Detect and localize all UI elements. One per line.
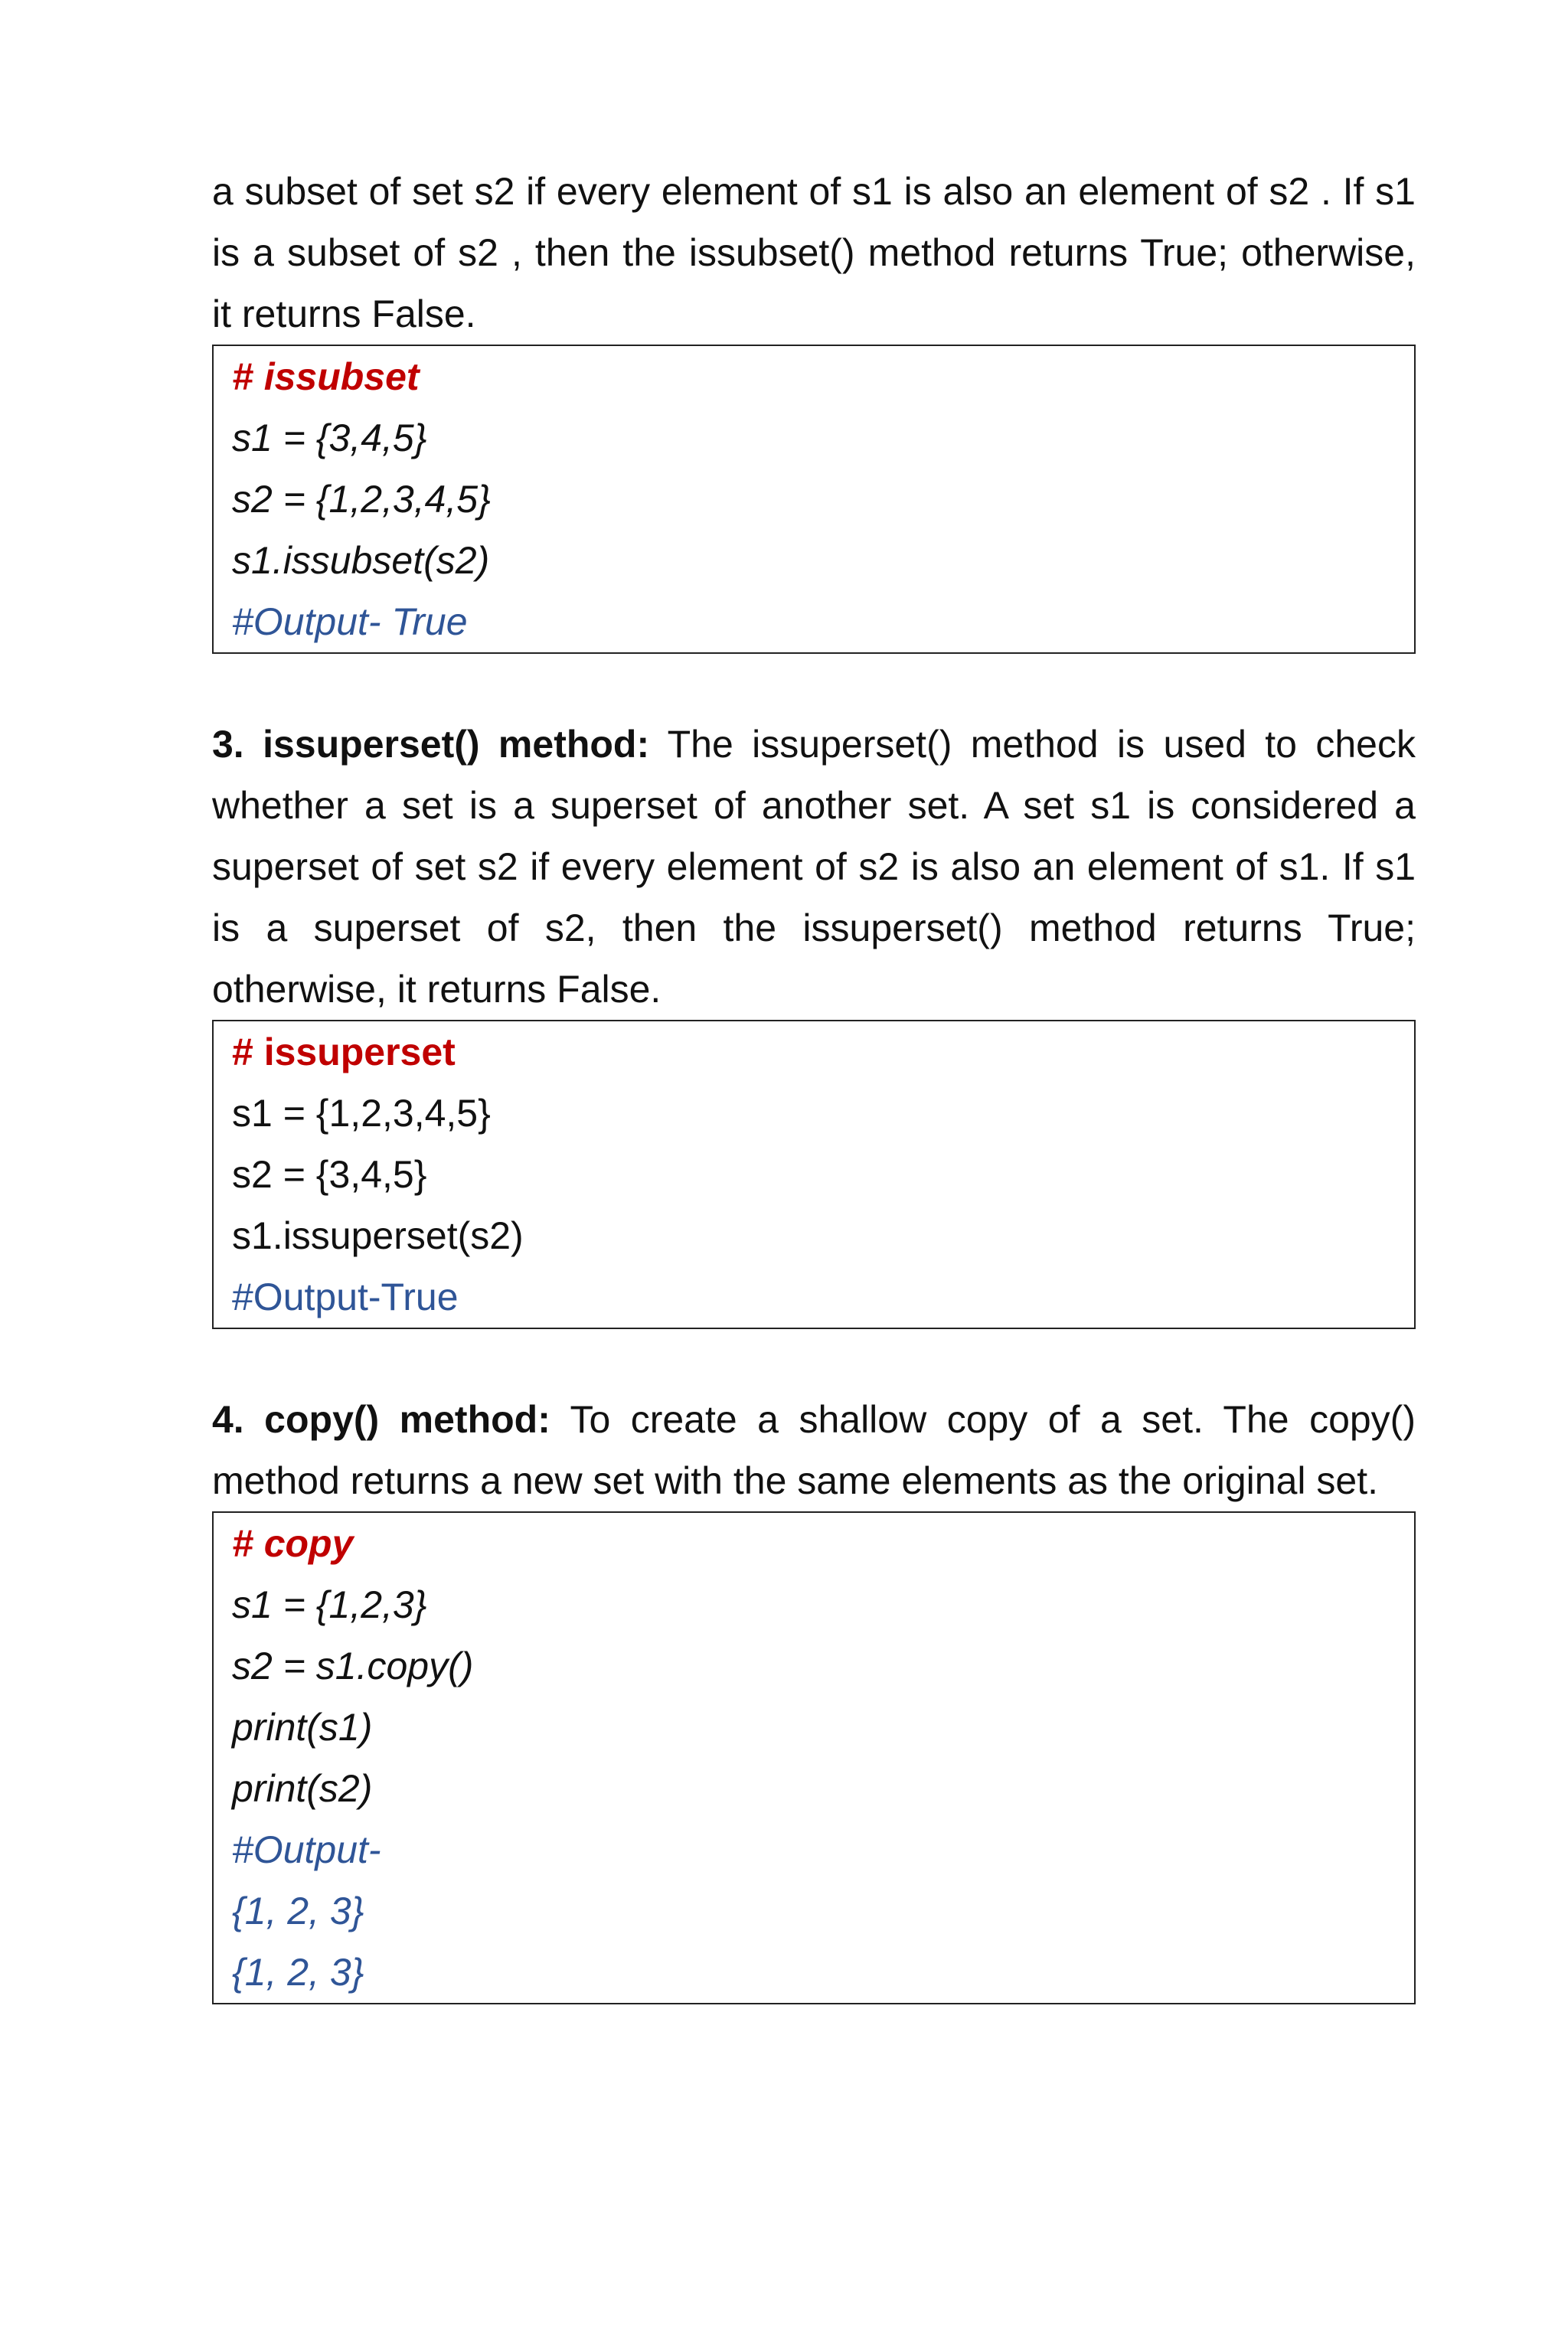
code-comment: # copy	[232, 1522, 354, 1565]
code-line: s1 = {1,2,3}	[232, 1583, 427, 1626]
code-comment: # issuperset	[232, 1031, 456, 1073]
code-line: s1.issuperset(s2)	[232, 1214, 524, 1257]
section-text: The issuperset() method is used to check whether a set is a superset of another set. A set s1 is considered a superset of set s2 if every element of s2 is also an element of s1. If s1 is a superset of s2, then the issuperset() method returns True; otherwise, it returns False.	[212, 723, 1416, 1011]
issubset-code-box	[212, 345, 1416, 654]
code-line: s2 = s1.copy()	[232, 1645, 474, 1687]
intro-paragraph: a subset of set s2 if every element of s1 is also an element of s2 . If s1 is a subset of s2 , then the issubset() method returns True; otherwise, it returns False.	[212, 170, 1416, 335]
copy-paragraph	[212, 1389, 1416, 1511]
document-page	[212, 161, 1416, 2004]
section-text: To create a shallow copy of a set. The copy() method returns a new set with the same elements as the original set.	[212, 1398, 1416, 1502]
code-line: s2 = {1,2,3,4,5}	[232, 478, 491, 521]
code-line: s1.issubset(s2)	[232, 539, 490, 582]
code-comment: # issubset	[232, 355, 420, 398]
code-output: {1, 2, 3}	[232, 1951, 364, 1994]
code-output: #Output- True	[232, 600, 468, 643]
code-output: #Output-True	[232, 1276, 459, 1318]
code-line: s1 = {1,2,3,4,5}	[232, 1092, 491, 1135]
issuperset-paragraph	[212, 714, 1416, 1020]
code-output: {1, 2, 3}	[232, 1890, 364, 1932]
code-output: #Output-	[232, 1828, 381, 1871]
code-line: s2 = {3,4,5}	[232, 1153, 427, 1196]
section-heading: 3. issuperset() method:	[212, 723, 650, 766]
issuperset-code-box	[212, 1020, 1416, 1329]
code-line: print(s1)	[232, 1706, 373, 1749]
section-heading: 4. copy() method:	[212, 1398, 550, 1441]
copy-code-box	[212, 1511, 1416, 2004]
code-line: s1 = {3,4,5}	[232, 416, 427, 459]
code-line: print(s2)	[232, 1767, 373, 1810]
